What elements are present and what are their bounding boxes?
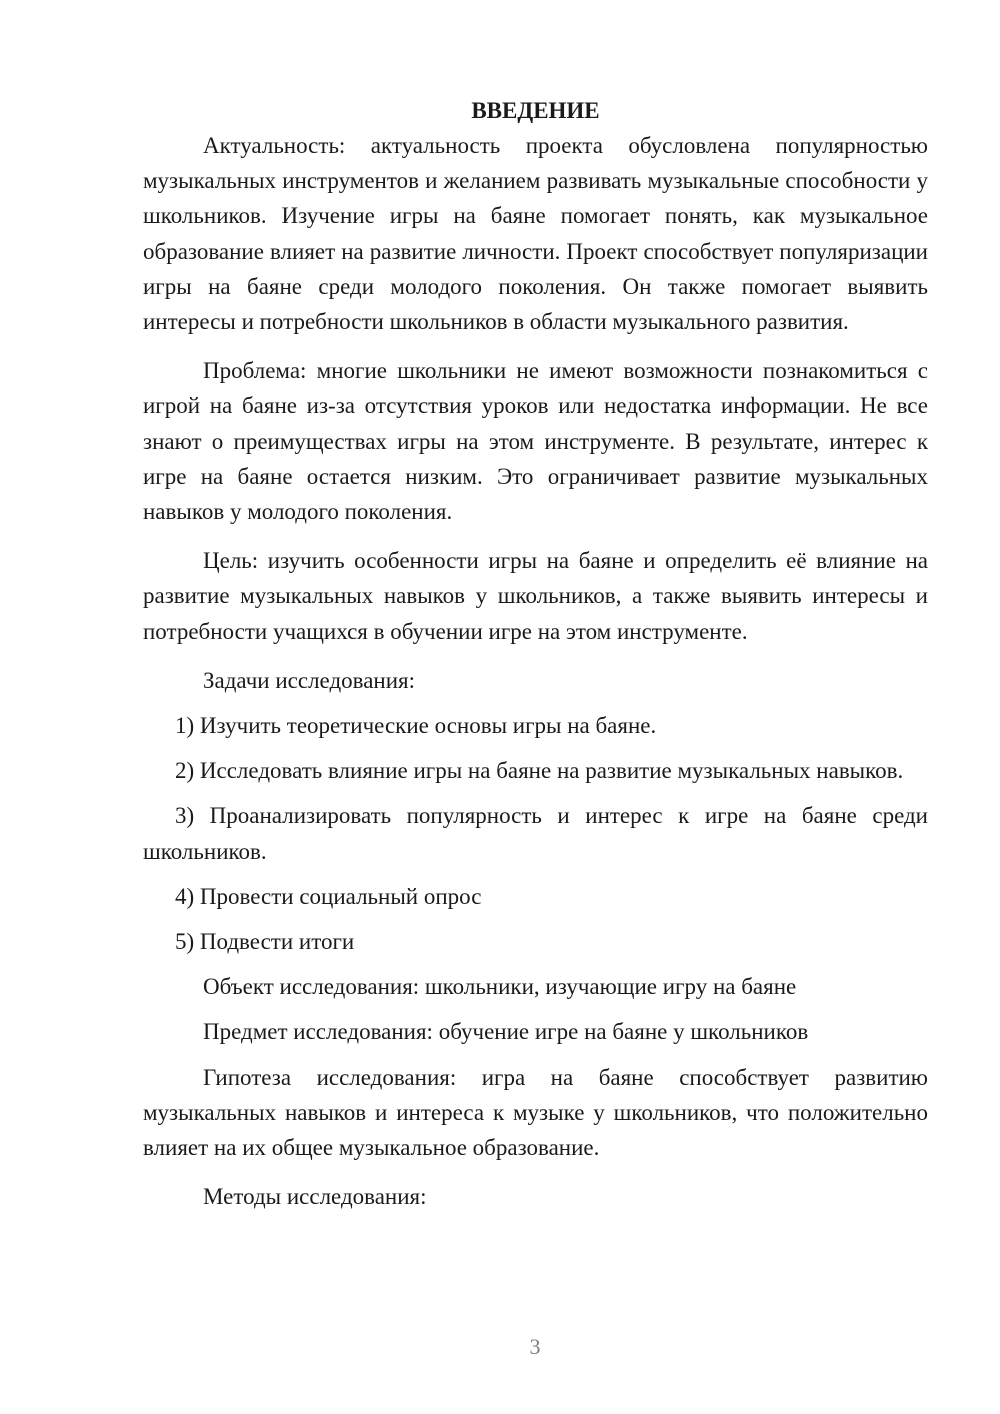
task-item-4: 4) Провести социальный опрос	[175, 883, 482, 909]
paragraph-goal: Цель: изучить особенности игры на баяне и определить её влияние на развитие музыкальных навыков у школьников, а также выявить интересы и потребности учащихся в обучении игре на этом инструменте.	[143, 548, 928, 644]
task-item-1: 1) Изучить теоретические основы игры на баяне.	[175, 713, 657, 739]
paragraph-object: Объект исследования: школьники, изучающие игру на баяне	[203, 974, 797, 1000]
methods-heading: Методы исследования:	[203, 1184, 427, 1210]
task-item-2: 2) Исследовать влияние игры на баяне на развитие музыкальных навыков.	[175, 758, 904, 784]
page-title: ВВЕДЕНИЕ	[471, 98, 600, 123]
paragraph-relevance: Актуальность: актуальность проекта обусловлена популярностью музыкальных инструментов и желанием развивать музыкальные способности у школьников. Изучение игры на баяне помогает понять, как музыкальное образование влияет на развитие личности. Проект способствует популяризации игры на баяне среди молодого поколения. Он также помогает выявить интересы и потребности школьников в области музыкального развития.	[143, 133, 928, 335]
task-item-5: 5) Подвести итоги	[175, 929, 355, 955]
paragraph-subject: Предмет исследования: обучение игре на баяне у школьников	[203, 1019, 809, 1045]
paragraph-problem: Проблема: многие школьники не имеют возможности познакомиться с игрой на баяне из-за отсутствия уроков или недостатка информации. Не все знают о преимуществах игры на этом инструменте. В результате, интерес к игре на баяне остается низким. Это ограничивает развитие музыкальных навыков у молодого поколения.	[143, 358, 928, 525]
task-item-3: 3) Проанализировать популярность и интерес к игре на баяне среди школьников.	[143, 803, 928, 864]
page-content	[143, 93, 928, 1214]
tasks-heading: Задачи исследования:	[203, 667, 416, 693]
page-number: 3	[529, 1334, 541, 1359]
paragraph-hypothesis: Гипотеза исследования: игра на баяне способствует развитию музыкальных навыков и интереса к музыке у школьников, что положительно влияет на их общее музыкальное образование.	[143, 1064, 928, 1161]
